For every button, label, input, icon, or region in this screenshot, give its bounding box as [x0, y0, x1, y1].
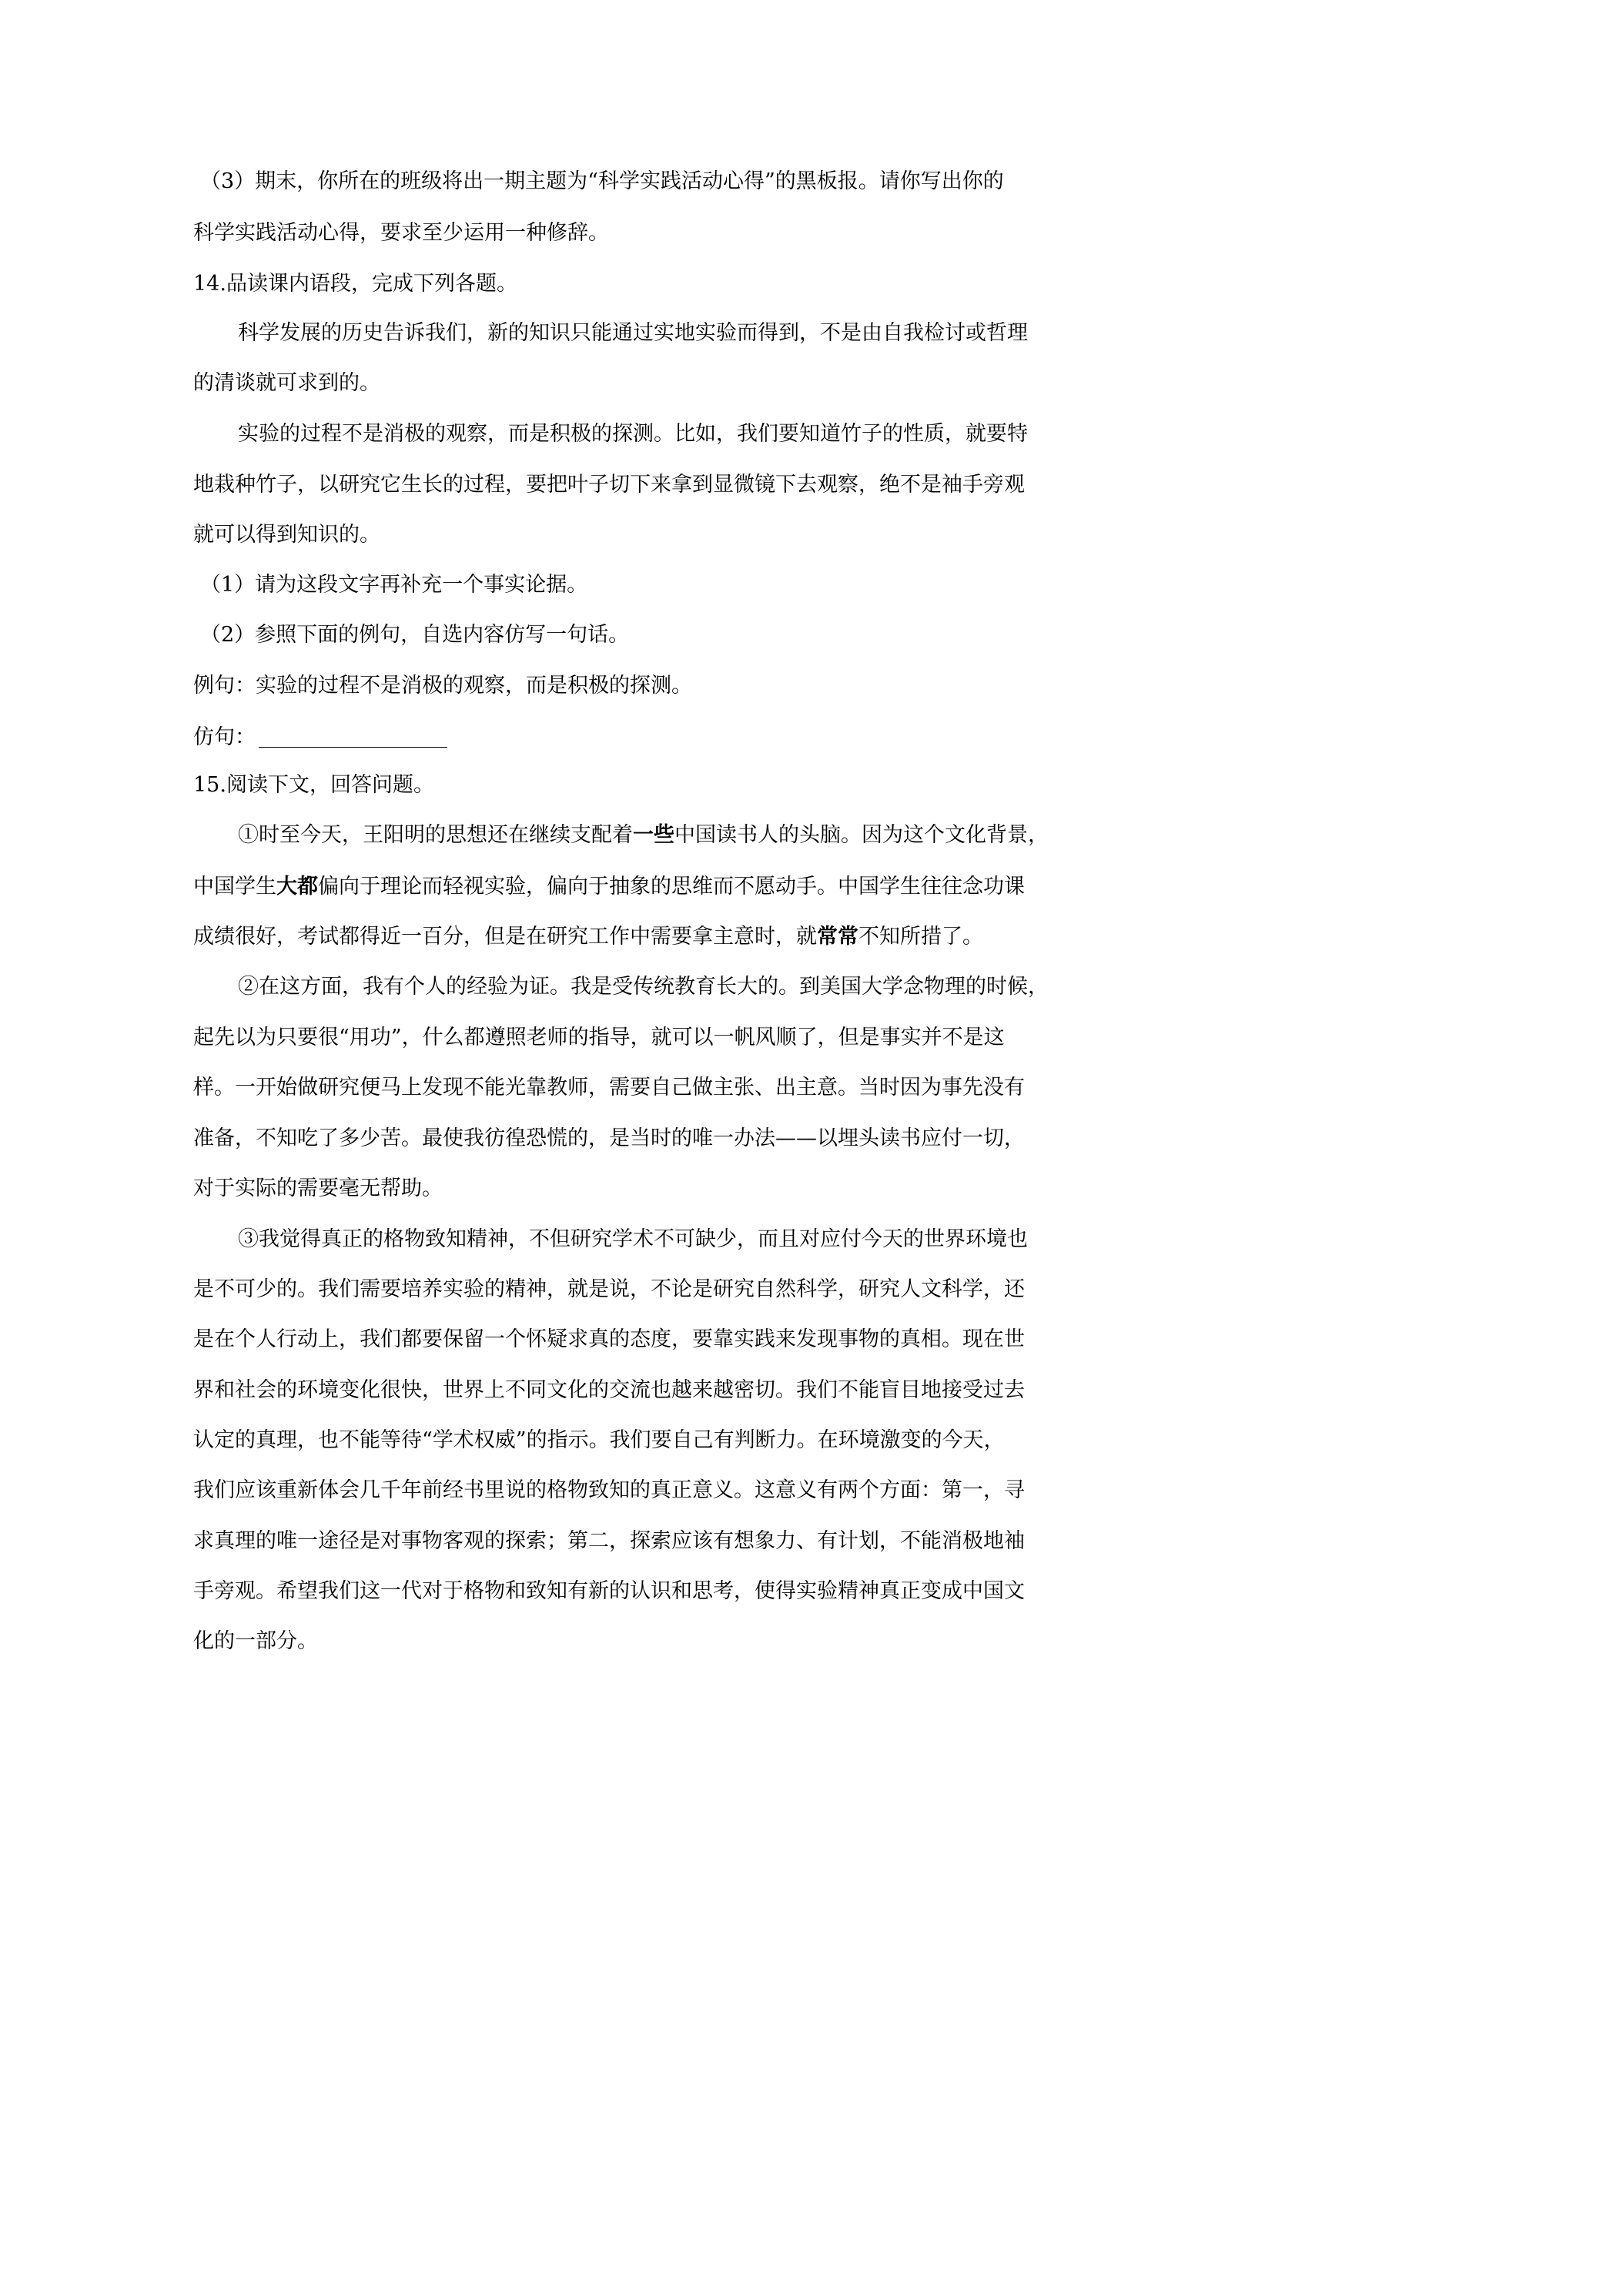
q14-passage2-line1: 实验的过程不是消极的观察，而是积极的探测。比如，我们要知道竹子的性质，就要特 [238, 422, 1028, 446]
q13-3-line1: （3）期末，你所在的班级将出一期主题为“科学实践活动心得”的黑板报。请你写出你的 [200, 169, 1004, 193]
q14-subquestion-1: （1）请为这段文字再补充一个事实论据。 [200, 573, 588, 597]
answer-blank [259, 725, 447, 748]
q15-para2-line4: 准备，不知吃了多少苦。最使我彷徨恐慌的，是当时的唯一办法——以埋头读书应付一切， [193, 1126, 1025, 1150]
q15-para3-line1: ③我觉得真正的格物致知精神，不但研究学术不可缺少，而且对应付今天的世界环境也 [238, 1227, 1028, 1251]
q14-passage2-line3: 就可以得到知识的。 [193, 523, 380, 547]
q15-para3-line2: 是不可少的。我们需要培养实验的精神，就是说，不论是研究自然科学，研究人文科学，还 [193, 1277, 1025, 1301]
q15-para3-line9: 化的一部分。 [193, 1629, 318, 1653]
q15-title: 15.阅读下文，回答问题。 [193, 773, 434, 797]
q15-para1-line1 [238, 825, 1049, 845]
q15-para2-line2: 起先以为只要很“用功”，什么都遵照老师的指导，就可以一帆风顺了，但是事实并不是这 [193, 1026, 1005, 1049]
q15-para1-bold-word: 常常 [817, 925, 858, 949]
q15-para1-bold-word: 一些 [633, 823, 674, 847]
q15-para2-line3: 样。一开始做研究便马上发现不能光靠教师，需要自己做主张、出主意。当时因为事先没有 [193, 1076, 1025, 1099]
q14-passage2-line2: 地栽种竹子，以研究它生长的过程，要把叶子切下来拿到显微镜下去观察，绝不是袖手旁观 [193, 473, 1025, 497]
q15-para2-line1: ②在这方面，我有个人的经验为证。我是受传统教育长大的。到美国大学念物理的时候， [238, 975, 1049, 999]
q15-para3-line6: 我们应该重新体会几千年前经书里说的格物致知的真正意义。这意义有两个方面：第一，寻 [193, 1478, 1025, 1502]
q15-para3-line7: 求真理的唯一途径是对事物客观的探索；第二，探索应该有想象力、有计划，不能消极地袖 [193, 1529, 1025, 1553]
q14-imitate-row [193, 725, 447, 748]
q15-para1-text: 成绩很好，考试都得近一百分，但是在研究工作中需要拿主意时，就 [193, 925, 817, 949]
q14-example-sentence: 例句：实验的过程不是消极的观察，而是积极的探测。 [193, 674, 692, 698]
q15-para1-line2 [193, 876, 1025, 897]
q14-subquestion-2: （2）参照下面的例句，自选内容仿写一句话。 [200, 623, 630, 647]
q15-para1-text: 偏向于理论而轻视实验，偏向于抽象的思维而不愿动手。中国学生往往念功课 [318, 875, 1025, 899]
q14-passage1-line1: 科学发展的历史告诉我们，新的知识只能通过实地实验而得到，不是由自我检讨或哲理 [238, 321, 1028, 345]
q15-para3-line5: 认定的真理，也不能等待“学术权威”的指示。我们要自己有判断力。在环境激变的今天， [193, 1428, 1005, 1452]
q15-para1-text: 不知所措了。 [858, 925, 983, 949]
q15-para1-line3 [193, 926, 983, 947]
q13-3-line2: 科学实践活动心得，要求至少运用一种修辞。 [193, 221, 609, 245]
q15-para1-text: 中国读书人的头脑。因为这个文化背景， [674, 823, 1049, 847]
q14-imitate-label: 仿句： [193, 725, 256, 749]
q15-para2-line5: 对于实际的需要毫无帮助。 [193, 1176, 443, 1200]
q15-para3-line3: 是在个人行动上，我们都要保留一个怀疑求真的态度，要靠实践来发现事物的真相。现在世 [193, 1327, 1025, 1351]
q15-para3-line4: 界和社会的环境变化很快，世界上不同文化的交流也越来越密切。我们不能盲目地接受过去 [193, 1378, 1025, 1402]
q15-para1-text: ①时至今天，王阳明的思想还在继续支配着 [238, 823, 633, 847]
q14-passage1-line2: 的清谈就可求到的。 [193, 371, 380, 395]
q15-para1-bold-word: 大都 [276, 875, 318, 899]
q15-para3-line8: 手旁观。希望我们这一代对于格物和致知有新的认识和思考，使得实验精神真正变成中国文 [193, 1579, 1025, 1603]
q15-para1-text: 中国学生 [193, 875, 276, 899]
q14-title: 14.品读课内语段，完成下列各题。 [193, 272, 517, 296]
